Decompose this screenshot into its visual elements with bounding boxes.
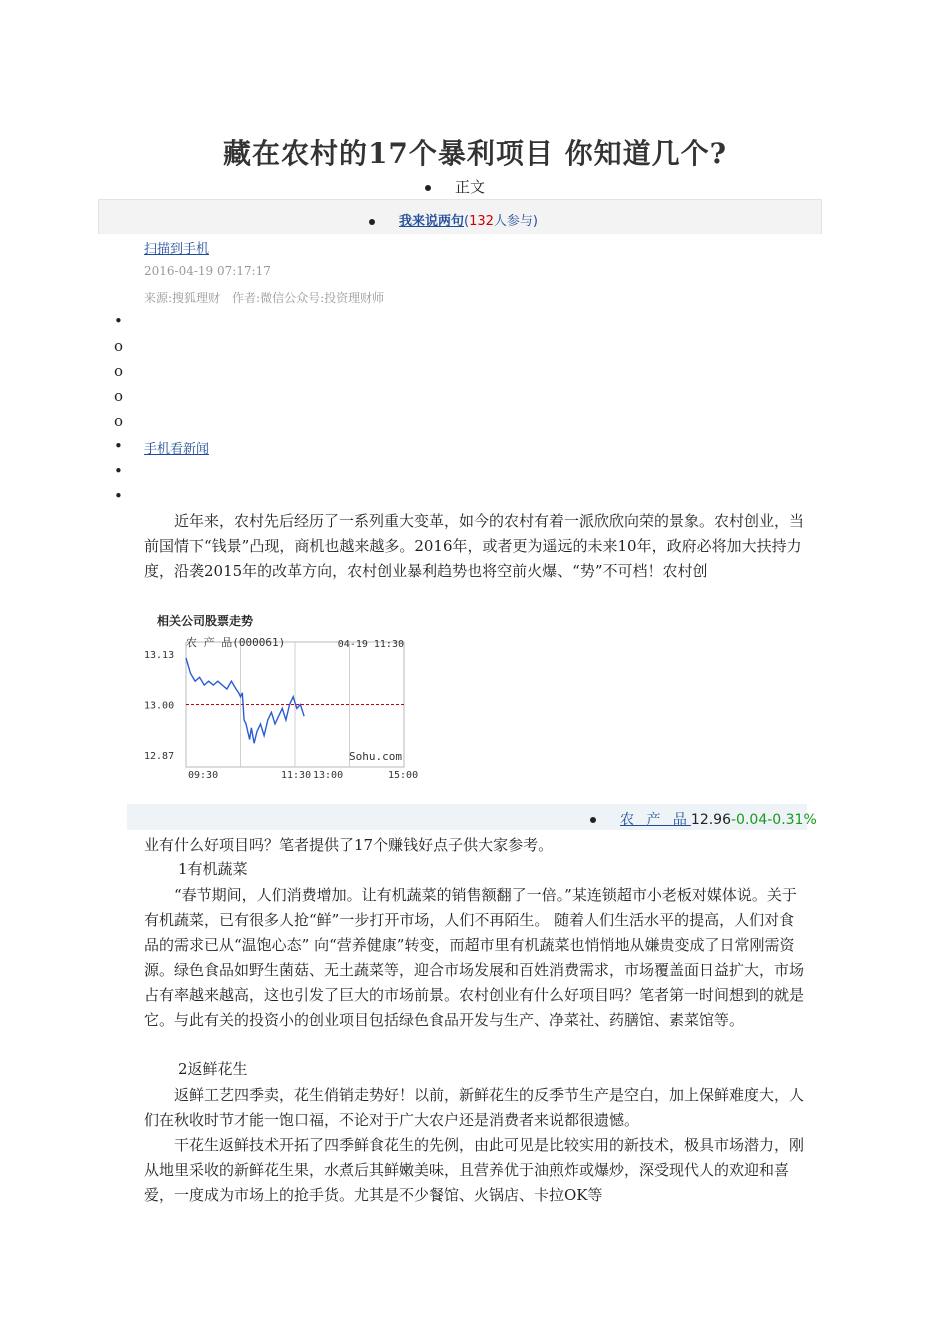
comment-count-suffix: 人参与) (493, 214, 538, 229)
x-tick-labels (188, 770, 418, 781)
section-2-paragraph-1 (144, 1083, 809, 1133)
y-tick-label: 13.00 (144, 700, 175, 712)
tab-body-label: 正文 (455, 178, 486, 196)
comment-count-open: ( (464, 214, 470, 229)
list-bullet: • (114, 462, 123, 480)
stock-name-link[interactable]: 农 产 品 (620, 812, 691, 828)
publish-datetime: 2016-04-19 07:17:17 (144, 264, 271, 278)
list-circle: o (114, 362, 124, 380)
x-tick-label: 13:00 (313, 770, 344, 781)
tab-body[interactable] (425, 176, 485, 197)
stock-change-pct: -0.31% (767, 812, 817, 828)
y-tick-label: 13.13 (144, 650, 175, 661)
stock-quote (590, 809, 817, 829)
comment-summary (369, 210, 538, 229)
section-2-text-2: 干花生返鲜技术开拓了四季鲜食花生的先例，由此可见是比较实用的新技术，极具市场潜力，刚从地里采收的新鲜花生果，水煮后其鲜嫩美味，且营养优于油煎炸或爆炒，深受现代人的欢迎和喜爱，一度成为市场上的抢手货。尤其是不少餐馆、火锅店、卡拉OK等 (144, 1136, 805, 1204)
chart-title: 农 产 品(000061) (186, 636, 286, 649)
list-circle: o (114, 412, 124, 430)
continued-paragraph (144, 833, 809, 858)
comment-count: 132 (469, 214, 494, 229)
mobile-news-link[interactable]: 手机看新闻 (144, 442, 210, 457)
x-tick-label: 15:00 (388, 770, 419, 781)
y-tick-labels (144, 650, 174, 762)
stock-chart (140, 632, 419, 782)
bullet-icon (425, 185, 431, 191)
x-tick-label: 11:30 (281, 770, 312, 781)
section-2-title: 2返鲜花生 (178, 1060, 248, 1078)
article-source: 来源:搜狐理财 作者:微信公众号:投资理财师 (144, 291, 385, 305)
section-2-text-1: 返鲜工艺四季卖，花生俏销走势好！以前，新鲜花生的反季节生产是空白，加上保鲜难度大，人们在秋收时节才能一饱口福，不论对于广大农户还是消费者来说都很遗憾。 (144, 1086, 805, 1129)
continued-text: 业有什么好项目吗？笔者提供了17个赚钱好点子供大家参考。 (144, 836, 554, 854)
section-1-paragraph (144, 883, 809, 1033)
intro-paragraph (144, 509, 809, 584)
scan-to-phone-link[interactable]: 扫描到手机 (144, 242, 210, 257)
section-1-title: 1有机蔬菜 (178, 860, 248, 878)
intro-text: 近年来，农村先后经历了一系列重大变革，如今的农村有着一派欣欣向荣的景象。农村创业，当前国情下“钱景”凸现，商机也越来越多。2016年，或者更为遥远的未来10年，政府必将加大扶持力度，沿袭2015年的改革方向，农村创业暴利趋势也将空前火爆、“势”不可档！农村创 (144, 512, 805, 580)
section-2-paragraph-2 (144, 1133, 809, 1208)
list-circle: o (114, 337, 124, 355)
chart-timestamp: 04-19 11:30 (337, 639, 404, 650)
section-1-text: “春节期间，人们消费增加。让有机蔬菜的销售额翻了一倍。”某连锁超市小老板对媒体说。关于有机蔬菜，已有很多人抢“鲜”一步打开市场，人们不再陌生。 随着人们生活水平的提高，人们对食品的需求已从“温饱心态” 向“营养健康”转变，而超市里有机蔬菜也悄悄地从嫌贵变成了日常刚需资源。绿色食品如野生菌菇、无土蔬菜等，迎合市场发展和百姓消费需求，市场覆盖面日益扩大，市场占有率越来越高，这也引发了巨大的市场前景。农村创业有什么好项目吗？笔者第一时间想到的就是它。与此有关的投资小的创业项目包括绿色食品开发与生产、净菜社、药膳馆、素菜馆等。 (144, 886, 805, 1029)
list-bullet: • (114, 487, 123, 505)
stock-change: -0.04 (731, 812, 768, 828)
x-tick-label: 09:30 (188, 770, 219, 781)
list-bullet: • (114, 312, 123, 330)
y-tick-label: 12.87 (144, 751, 175, 762)
chart-watermark: Sohu.com (349, 750, 402, 763)
stock-price: 12.96 (690, 812, 731, 828)
bullet-icon (590, 817, 596, 823)
bullet-icon (369, 219, 375, 225)
list-bullet: • (114, 437, 123, 455)
comment-link[interactable]: 我来说两句 (399, 214, 465, 229)
article-title: 藏在农村的17个暴利项目 你知道几个? (222, 137, 728, 170)
list-circle: o (114, 387, 124, 405)
stock-section-title: 相关公司股票走势 (157, 614, 254, 628)
